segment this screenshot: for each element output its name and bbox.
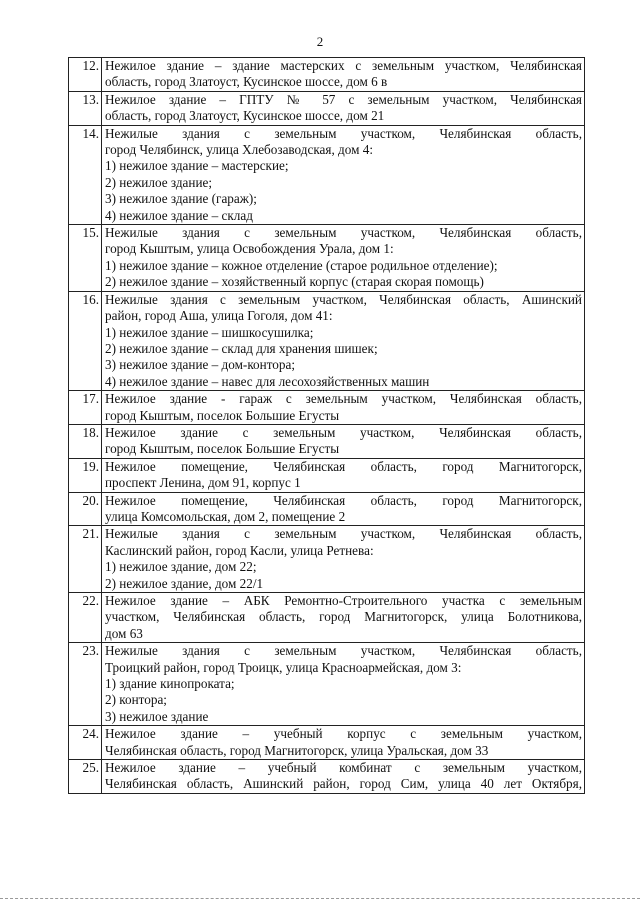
description-line: проспект Ленина, дом 91, корпус 1 bbox=[105, 475, 301, 491]
description-line: Нежилое помещение, Челябинская область, город Магнитогорск, bbox=[105, 458, 582, 474]
row-description bbox=[102, 291, 585, 390]
row-number: 18. bbox=[69, 424, 102, 458]
scan-edge-divider bbox=[0, 898, 640, 899]
description-line: Нежилые здания с земельным участком, Челябинская область, bbox=[105, 643, 582, 659]
property-list-table bbox=[68, 57, 585, 794]
table-row bbox=[69, 526, 585, 593]
row-description bbox=[102, 424, 585, 458]
description-line: Нежилое здание - гараж с земельным участком, Челябинская область, bbox=[105, 391, 582, 407]
description-line: 1) нежилое здание – мастерские; bbox=[105, 158, 289, 174]
row-description bbox=[102, 593, 585, 643]
description-line: Нежилые здания с земельным участком, Челябинская область, bbox=[105, 125, 582, 141]
description-line: Нежилое здание – учебный комбинат с земельным участком, bbox=[105, 760, 582, 776]
description-line: 2) нежилое здание; bbox=[105, 174, 213, 190]
description-line: участком, Челябинская область, город Магнитогорск, улица Болотникова, bbox=[105, 609, 582, 625]
description-line: 1) нежилое здание – кожное отделение (старое родильное отделение); bbox=[105, 257, 498, 273]
description-line: Каслинский район, город Касли, улица Ретнева: bbox=[105, 542, 374, 558]
description-line: Нежилое здание – АБК Ремонтно-Строительного участка с земельным bbox=[105, 593, 582, 608]
row-description bbox=[102, 760, 585, 794]
description-line: 2) контора; bbox=[105, 692, 167, 708]
description-line: город Челябинск, улица Хлебозаводская, дом 4: bbox=[105, 142, 374, 158]
description-line: улица Комсомольская, дом 2, помещение 2 bbox=[105, 508, 346, 524]
row-description bbox=[102, 58, 585, 92]
row-number: 17. bbox=[69, 391, 102, 425]
row-number: 25. bbox=[69, 760, 102, 794]
row-description bbox=[102, 726, 585, 760]
table-row bbox=[69, 291, 585, 390]
row-number: 21. bbox=[69, 526, 102, 593]
description-line: 1) нежилое здание – шишкосушилка; bbox=[105, 324, 314, 340]
table-row bbox=[69, 225, 585, 292]
row-description bbox=[102, 125, 585, 224]
table-row bbox=[69, 125, 585, 224]
row-description bbox=[102, 91, 585, 125]
row-number: 16. bbox=[69, 291, 102, 390]
description-line: Нежилое помещение, Челябинская область, город Магнитогорск, bbox=[105, 492, 582, 508]
row-number: 12. bbox=[69, 58, 102, 92]
description-line: 3) нежилое здание – дом-контора; bbox=[105, 357, 296, 373]
table-row bbox=[69, 391, 585, 425]
description-line: 1) нежилое здание, дом 22; bbox=[105, 559, 257, 575]
description-line: 1) здание кинопроката; bbox=[105, 676, 235, 692]
row-number: 22. bbox=[69, 593, 102, 643]
table-row bbox=[69, 726, 585, 760]
description-line: Нежилые здания с земельным участком, Челябинская область, Ашинский bbox=[105, 291, 582, 307]
table-row bbox=[69, 91, 585, 125]
description-line: Нежилые здания с земельным участком, Челябинская область, bbox=[105, 526, 582, 542]
row-number: 15. bbox=[69, 225, 102, 292]
description-line: город Кыштым, поселок Большие Егусты bbox=[105, 407, 340, 423]
description-line: Нежилое здание – здание мастерских с земельным участком, Челябинская bbox=[105, 58, 582, 73]
row-number: 24. bbox=[69, 726, 102, 760]
row-description bbox=[102, 225, 585, 292]
row-description bbox=[102, 458, 585, 492]
row-description bbox=[102, 643, 585, 726]
description-line: 2) нежилое здание – хозяйственный корпус (старая скорая помощь) bbox=[105, 274, 484, 290]
row-number: 23. bbox=[69, 643, 102, 726]
description-line: 3) нежилое здание (гараж); bbox=[105, 191, 257, 207]
row-number: 20. bbox=[69, 492, 102, 526]
row-description bbox=[102, 526, 585, 593]
table-row bbox=[69, 643, 585, 726]
row-number: 14. bbox=[69, 125, 102, 224]
description-line: Нежилое здание – ГПТУ № 57 с земельным участком, Челябинская bbox=[105, 91, 582, 107]
description-line: дом 63 bbox=[105, 625, 143, 641]
description-line: Нежилое здание – учебный корпус с земельным участком, bbox=[105, 726, 582, 742]
description-line: 4) нежилое здание – склад bbox=[105, 207, 253, 223]
description-line: район, город Аша, улица Гоголя, дом 41: bbox=[105, 308, 333, 324]
table-row bbox=[69, 58, 585, 92]
description-line: область, город Златоуст, Кусинское шоссе, дом 6 в bbox=[105, 74, 388, 90]
table-row bbox=[69, 760, 585, 794]
description-line: Челябинская область, Ашинский район, город Сим, улица 40 лет Октября, bbox=[105, 776, 582, 792]
table-row bbox=[69, 424, 585, 458]
page-number: 2 bbox=[316, 34, 324, 49]
description-line: Нежилые здания с земельным участком, Челябинская область, bbox=[105, 225, 582, 241]
row-number: 13. bbox=[69, 91, 102, 125]
description-line: 2) нежилое здание, дом 22/1 bbox=[105, 575, 264, 591]
description-line: область, город Златоуст, Кусинское шоссе, дом 21 bbox=[105, 108, 385, 124]
description-line: Челябинская область, город Магнитогорск, улица Уральская, дом 33 bbox=[105, 742, 489, 758]
table-row bbox=[69, 458, 585, 492]
table-row bbox=[69, 492, 585, 526]
description-line: Троицкий район, город Троицк, улица Красноармейская, дом 3: bbox=[105, 659, 462, 675]
description-line: 4) нежилое здание – навес для лесохозяйственных машин bbox=[105, 373, 430, 389]
table-row bbox=[69, 593, 585, 643]
row-number: 19. bbox=[69, 458, 102, 492]
description-line: Нежилое здание с земельным участком, Челябинская область, bbox=[105, 424, 582, 440]
description-line: город Кыштым, улица Освобождения Урала, дом 1: bbox=[105, 241, 394, 257]
row-description bbox=[102, 391, 585, 425]
row-description bbox=[102, 492, 585, 526]
description-line: 2) нежилое здание – склад для хранения шишек; bbox=[105, 340, 378, 356]
description-line: 3) нежилое здание bbox=[105, 708, 209, 724]
description-line: город Кыштым, поселок Большие Егусты bbox=[105, 441, 340, 457]
